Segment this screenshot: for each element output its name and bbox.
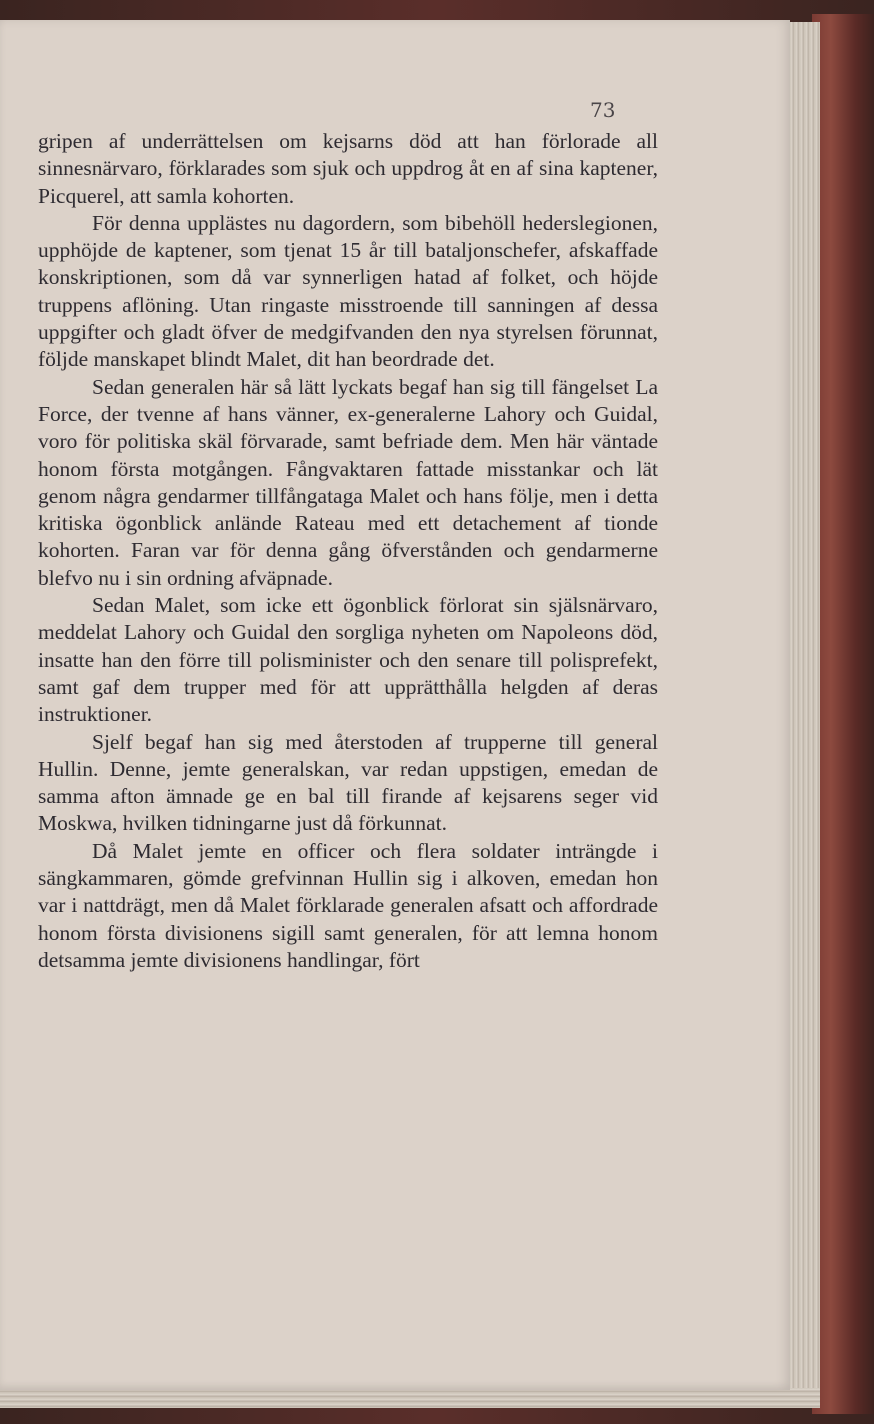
paragraph: Sjelf begaf han sig med återstoden af trupperne till general Hullin. Denne, jemte generalskan, var redan uppstigen, emedan de samma afton ämnade ge en bal till firande af kejsarens seger vid Moskwa, hvilken tidningarne just då förkunnat.	[38, 729, 658, 836]
paragraph: Då Malet jemte en officer och flera soldater inträngde i sängkammaren, gömde grefvinnan Hullin sig i alkoven, emedan hon var i nattdrägt, men då Malet förklarade generalen afsatt och affordrade honom första divisionens sigill samt generalen, för att lemna honom detsamma jemte divisionens handlingar, fört	[38, 838, 658, 972]
paragraph: Sedan generalen här så lätt lyckats begaf han sig till fängelset La Force, der tvenne af hans vänner, ex-generalerne Lahory och Guidal, voro för politiska skäl förvarade, samt befriade dem. Men här väntade honom första motgången. Fångvaktaren fattade misstankar och lät genom några gendarmer tillfångataga Malet och hans följe, men i detta kritiska ögonblick anlände Rateau med ett detachement af tionde kohorten. Faran var för denna gång öfverstånden och gendarmerne blefvo nu i sin ordning afväpnade.	[38, 374, 658, 590]
paragraph: gripen af underrättelsen om kejsarns död att han förlorade all sinnesnärvaro, förklarades som sjuk och uppdrog åt en af sina kaptener, Picquerel, att samla kohorten.	[38, 129, 658, 208]
paragraph: Sedan Malet, som icke ett ögonblick förlorat sin själsnärvaro, meddelat Lahory och Guidal den sorgliga nyheten om Napoleons död, insatte han den förre till polisminister och den senare till polisprefekt, samt gaf dem trupper med för att upprätthålla helgden af deras instruktioner.	[38, 593, 658, 727]
page-stack-bottom	[0, 1388, 820, 1408]
paragraph: För denna upplästes nu dagordern, som bibehöll hederslegionen, upphöjde de kaptener, som tjenat 15 år till bataljonschefer, afskaffade konskriptionen, som då var synnerligen hatad af folket, och höjde truppens aflöning. Utan ringaste misstroende till sanningen af dessa uppgifter och gladt öfver de medgifvanden den nya styrelsen förunnat, följde manskapet blindt Malet, dit han beordrade det.	[38, 210, 658, 372]
page-text	[38, 128, 658, 974]
book-cover-edge	[812, 14, 874, 1414]
page-number: 73	[590, 98, 616, 122]
